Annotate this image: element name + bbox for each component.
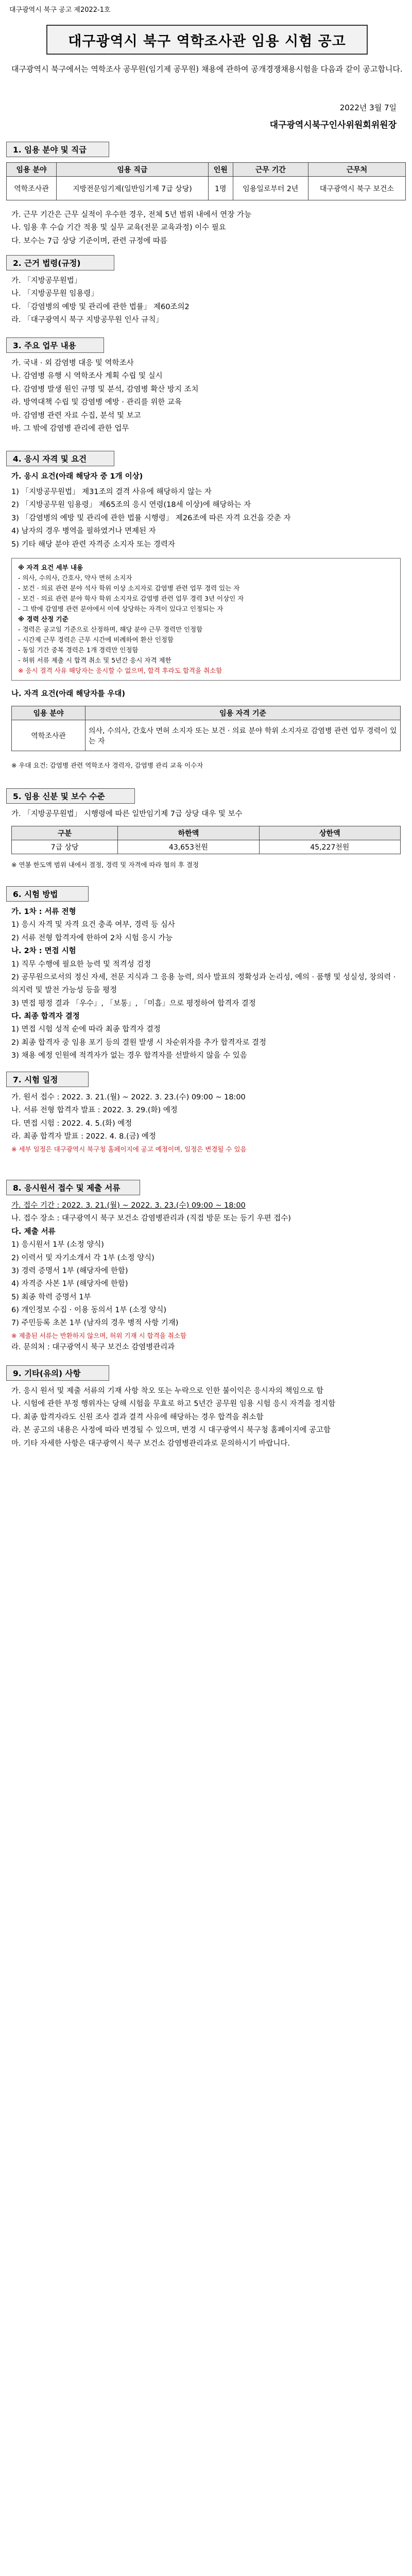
- list-item: 다. 보수는 7급 상당 기준이며, 관련 규정에 따름: [11, 236, 167, 245]
- box-line: - 보건 · 의료 관련 분야 학사 학위 소지자로 감염병 관련 업무 경력 3년 이상인 자: [18, 595, 244, 602]
- list-item: 바. 그 밖에 감염병 관리에 관한 업무: [11, 424, 129, 433]
- table-header: 근무 기간: [233, 163, 308, 177]
- page-title: 대구광역시 북구 역학조사관 임용 시험 공고: [46, 25, 368, 55]
- table-header: 임용 직급: [57, 163, 209, 177]
- list-item: 1) 면접 시험 성적 순에 따라 최종 합격자 결정: [11, 1025, 161, 1034]
- box-line: - 동일 기간 중복 경력은 1개 경력만 인정함: [18, 646, 139, 654]
- list-item: 다. 감염병 발생 원인 규명 및 분석, 감염병 확산 방지 조치: [11, 385, 199, 394]
- list-item: 가. 원서 접수 : 2022. 3. 21.(월) ~ 2022. 3. 23.(수) 09:00 ~ 18:00: [11, 1093, 246, 1101]
- box-line: - 허위 서류 제출 시 합격 취소 및 5년간 응시 자격 제한: [18, 656, 171, 664]
- table-header: 임용 분야: [12, 706, 85, 720]
- list-item: 가. 근무 기간은 근무 실적이 우수한 경우, 전체 5년 범위 내에서 연장 가능: [11, 211, 251, 219]
- section-3-heading: 3. 주요 업무 내용: [6, 337, 104, 353]
- section-4-note: ※ 우대 요건: 감염병 관련 역학조사 경력자, 감염병 관리 교육 이수자: [11, 761, 203, 769]
- list-item: 마. 감염병 관련 자료 수집, 분석 및 보고: [11, 411, 141, 420]
- intro-text: 대구광역시 북구에서는 역학조사 공무원(임기제 공무원) 채용에 관하여 공개경쟁채용시험을 다음과 같이 공고합니다.: [11, 64, 403, 74]
- box-line: - 경력은 공고일 기준으로 산정하며, 해당 분야 근무 경력만 인정함: [18, 625, 203, 633]
- list-item: 라. 최종 합격자 발표 : 2022. 4. 8.(금) 예정: [11, 1132, 156, 1141]
- list-item: 다. 「감염병의 예방 및 관리에 관한 법률」 제60조의2: [11, 302, 190, 311]
- list-item: 마. 기타 자세한 사항은 대구광역시 북구 보건소 감염병관리과로 문의하시기 바랍니다.: [11, 1439, 290, 1448]
- section-6-heading: 6. 시험 방법: [6, 886, 89, 902]
- box-line: - 그 밖에 감염병 관련 분야에서 이에 상당하는 자격이 있다고 인정되는 자: [18, 605, 224, 613]
- box-line: - 의사, 수의사, 간호사, 약사 면허 소지자: [18, 574, 132, 582]
- table-cell: 역학조사관: [7, 177, 57, 200]
- list-item: 가. 응시 원서 및 제출 서류의 기재 사항 착오 또는 누락으로 인한 불이익은 응시자의 책임으로 함: [11, 1387, 324, 1395]
- section-4-list: [11, 486, 403, 551]
- list-item: ※ 세부 일정은 대구광역시 북구청 홈페이지에 공고 예정이며, 일정은 변경될 수 있음: [11, 1145, 247, 1153]
- section-4-sub-na: 나. 자격 요건(아래 해당자를 우대): [11, 690, 126, 698]
- section-5-text: 가. 「지방공무원법」 시행령에 따른 일반임기제 7급 상당 대우 및 보수: [11, 810, 243, 818]
- box-line: ※ 경력 산정 기준: [18, 615, 68, 623]
- list-item: 나. 서류 전형 합격자 발표 : 2022. 3. 29.(화) 예정: [11, 1106, 178, 1115]
- list-item: 6) 개인정보 수집 · 이용 동의서 1부 (소정 양식): [11, 1306, 167, 1314]
- list-item: 나. 2차 : 면접 시험: [11, 947, 76, 956]
- list-item: 나. 시험에 관한 부정 행위자는 당해 시험을 무효로 하고 5년간 공무원 임용 시험 응시 자격을 정지함: [11, 1400, 336, 1409]
- section-2-list: [11, 275, 403, 327]
- section-5-heading: 5. 임용 신분 및 보수 수준: [6, 788, 135, 804]
- table-header: 근무처: [308, 163, 405, 177]
- box-line: - 시간제 근무 경력은 근무 시간에 비례하여 환산 인정함: [18, 636, 174, 643]
- section-3-list: [11, 357, 403, 435]
- list-item: 나. 감염병 유행 시 역학조사 계획 수립 및 실시: [11, 372, 163, 381]
- list-item: 2) 이력서 및 자기소개서 각 1부 (소정 양식): [11, 1253, 154, 1262]
- section-8-heading: 8. 응시원서 접수 및 제출 서류: [6, 1180, 140, 1195]
- table-cell: 지방전문임기제(일반임기제 7급 상당): [57, 177, 209, 200]
- table-cell: 45,227천원: [259, 840, 400, 854]
- list-item: 3) 면접 평정 결과 「우수」, 「보통」, 「미흡」으로 평정하여 합격자 결정: [11, 999, 256, 1008]
- list-item: 라. 문의처 : 대구광역시 북구 보건소 감염병관리과: [11, 1343, 175, 1351]
- list-item: 1) 응시원서 1부 (소정 양식): [11, 1241, 104, 1249]
- issuing-org: 대구광역시북구인사위원회위원장: [269, 120, 397, 130]
- table-header: 임용 자격 기준: [85, 706, 401, 720]
- position-table: [6, 162, 406, 200]
- list-item: 1) 「지방공무원법」 제31조의 결격 사유에 해당하지 않는 자: [11, 488, 212, 496]
- list-item: 다. 제출 서류: [11, 1227, 56, 1236]
- list-item: 5) 최종 학력 증명서 1부: [11, 1293, 91, 1301]
- section-4-sub-ga: 가. 응시 요건(아래 해당자 중 1개 이상): [11, 472, 143, 481]
- list-item: 4) 자격증 사본 1부 (해당자에 한함): [11, 1280, 128, 1289]
- section-1-notes: [11, 209, 403, 248]
- box-line: ※ 응시 결격 사유 해당자는 응시할 수 없으며, 합격 후라도 합격을 취소함: [18, 667, 222, 674]
- section-4-heading: 4. 응시 자격 및 요건: [6, 451, 114, 466]
- list-item: 3) 경력 증명서 1부 (해당자에 한함): [11, 1266, 128, 1275]
- requirements-detail-box: [11, 558, 401, 681]
- table-header: 하한액: [118, 826, 259, 840]
- table-cell: 43,653천원: [118, 840, 259, 854]
- list-item: 가. 1차 : 서류 전형: [11, 908, 76, 916]
- section-7-heading: 7. 시험 일정: [6, 1072, 89, 1087]
- list-item: 라. 방역대책 수립 및 감염병 예방 · 관리를 위한 교육: [11, 398, 182, 407]
- qualification-table: [11, 706, 401, 751]
- list-item: 다. 최종 합격자라도 신원 조사 결과 결격 사유에 해당하는 경우 합격을 취소함: [11, 1413, 264, 1421]
- section-5-note: ※ 연봉 한도액 범위 내에서 결정, 경력 및 자격에 따라 협의 후 결정: [11, 861, 199, 869]
- table-header: 구분: [12, 826, 118, 840]
- notice-number: 대구광역시 북구 공고 제2022-1호: [9, 6, 111, 14]
- list-item: 나. 「지방공무원 임용령」: [11, 290, 98, 298]
- table-cell: 7급 상당: [12, 840, 118, 854]
- section-6-list: [11, 906, 403, 1063]
- table-cell: 임용일로부터 2년: [233, 177, 308, 200]
- box-line: ※ 자격 요건 세부 내용: [18, 564, 83, 571]
- list-item: 1) 응시 자격 및 자격 요건 충족 여부, 경력 등 심사: [11, 921, 175, 929]
- list-item: 2) 공무원으로서의 정신 자세, 전문 지식과 그 응용 능력, 의사 발표의 정확성과 논리성, 예의 · 품행 및 성실성, 창의력 · 의지력 및 발전 가능성 등을 평정: [11, 973, 396, 995]
- section-1-heading: 1. 임용 분야 및 직급: [6, 142, 109, 157]
- list-item: 7) 주민등록 초본 1부 (남자의 경우 병적 사항 기재): [11, 1319, 179, 1328]
- list-item: 다. 면접 시험 : 2022. 4. 5.(화) 예정: [11, 1119, 132, 1128]
- list-item: 2) 최종 합격자 중 임용 포기 등의 결원 발생 시 차순위자를 추가 합격자로 결정: [11, 1038, 267, 1047]
- list-item: ※ 제출된 서류는 반환하지 않으며, 허위 기재 시 합격을 취소함: [11, 1331, 187, 1340]
- list-item: 3) 채용 예정 인원에 적격자가 없는 경우 합격자를 선발하지 않을 수 있음: [11, 1052, 247, 1060]
- salary-table: [11, 826, 401, 854]
- notice-date: 2022년 3월 7일: [339, 103, 397, 112]
- section-9-heading: 9. 기타(유의) 사항: [6, 1365, 109, 1381]
- table-cell: 대구광역시 북구 보건소: [308, 177, 405, 200]
- table-cell: 의사, 수의사, 간호사 면허 소지자 또는 보건 · 의료 분야 학위 소지자로 감염병 관련 업무 경력이 있는 자: [85, 720, 401, 751]
- box-line: - 보건 · 의료 관련 분야 석사 학위 이상 소지자로 감염병 관련 업무 경력 있는 자: [18, 584, 240, 592]
- table-header: 상한액: [259, 826, 400, 840]
- list-item: 3) 「감염병의 예방 및 관리에 관한 법률 시행령」 제26조에 따른 자격 요건을 갖춘 자: [11, 514, 291, 522]
- list-item: 라. 「대구광역시 북구 지방공무원 인사 규칙」: [11, 316, 163, 325]
- list-item: 5) 기타 해당 분야 관련 자격증 소지자 또는 경력자: [11, 540, 175, 549]
- section-7-list: [11, 1091, 403, 1155]
- section-9-list: [11, 1385, 403, 1450]
- list-item: 다. 최종 합격자 결정: [11, 1012, 80, 1021]
- table-cell: 역학조사관: [12, 720, 85, 751]
- table-header: 임용 분야: [7, 163, 57, 177]
- list-item: 4) 남자의 경우 병역을 필하였거나 면제된 자: [11, 527, 156, 536]
- list-item: 나. 임용 후 수습 기간 적용 및 실무 교육(전문 교육과정) 이수 필요: [11, 224, 226, 232]
- list-item: 2) 「지방공무원 임용령」 제65조의 응시 연령(18세 이상)에 해당하는 자: [11, 501, 251, 510]
- list-item: 1) 직무 수행에 필요한 능력 및 적격성 검정: [11, 960, 151, 969]
- list-item: 나. 접수 장소 : 대구광역시 북구 보건소 감염병관리과 (직접 방문 또는 등기 우편 접수): [11, 1214, 291, 1223]
- section-2-heading: 2. 근거 법령(규정): [6, 255, 114, 270]
- table-header: 인원: [208, 163, 233, 177]
- list-item: 라. 본 공고의 내용은 사정에 따라 변경될 수 있으며, 변경 시 대구광역시 북구청 홈페이지에 공고함: [11, 1426, 331, 1435]
- list-item: 가. 「지방공무원법」: [11, 277, 82, 285]
- section-8-list: [11, 1199, 403, 1354]
- list-item: 가. 국내 · 외 감염병 대응 및 역학조사: [11, 359, 134, 367]
- list-item: 가. 접수 기간 : 2022. 3. 21.(월) ~ 2022. 3. 23.(수) 09:00 ~ 18:00: [11, 1201, 246, 1210]
- list-item: 2) 서류 전형 합격자에 한하여 2차 시험 응시 가능: [11, 934, 173, 942]
- table-cell: 1명: [208, 177, 233, 200]
